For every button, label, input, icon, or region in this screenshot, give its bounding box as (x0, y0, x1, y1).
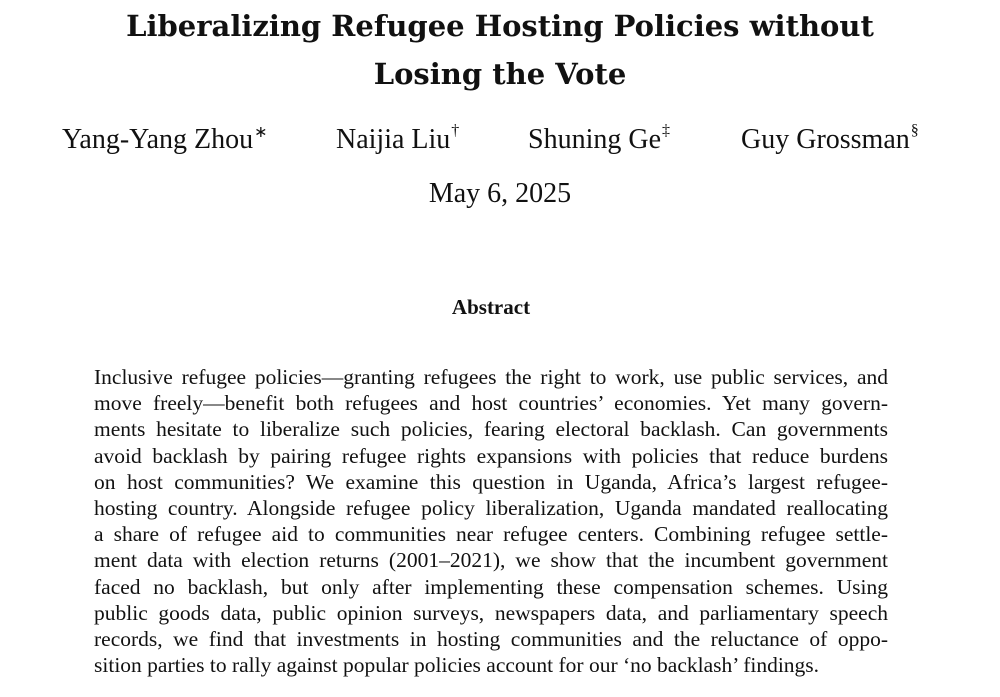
author-list (0, 124, 1000, 164)
abstract-body (94, 364, 888, 678)
abstract-line: avoid backlash by pairing refugee rights expansions with policies that reduce burdens (94, 443, 888, 468)
title-line-2: Losing the Vote (373, 57, 627, 91)
author-footnote-mark[interactable]: ‡ (662, 122, 670, 139)
abstract-line: records, we find that investments in hosting communities and the reluctance of oppo- (94, 627, 888, 652)
abstract-line: a share of refugee aid to communities near refugee centers. Combining refugee settle- (94, 522, 888, 547)
author-name: Naijia Liu (336, 124, 451, 155)
author-footnote-mark[interactable]: † (451, 122, 460, 139)
author-ge (528, 124, 670, 156)
author-name: Yang-Yang Zhou (62, 124, 254, 155)
author-name: Shuning Ge (528, 124, 661, 155)
author-zhou (62, 124, 268, 156)
abstract-line: public goods data, public opinion surveys, newspapers data, and parliamentary speech (94, 600, 888, 625)
abstract-line: hosting country. Alongside refugee policy liberalization, Uganda mandated reallocating (94, 496, 888, 521)
author-name: Guy Grossman (741, 124, 910, 155)
paper-title (0, 2, 1000, 98)
abstract-line: sition parties to rally against popular policies account for our ‘no backlash’ findings. (94, 653, 820, 678)
author-footnote-mark[interactable]: § (910, 122, 919, 139)
abstract-line: move freely—benefit both refugees and host countries’ economies. Yet many govern- (94, 391, 888, 416)
abstract-line: ment data with election returns (2001–2021), we show that the incumbent government (94, 548, 888, 573)
abstract-heading: Abstract (451, 295, 531, 319)
abstract-line: on host communities? We examine this question in Uganda, Africa’s largest refugee- (94, 469, 888, 494)
title-line-1: Liberalizing Refugee Hosting Policies without (126, 9, 874, 43)
author-footnote-mark[interactable]: ∗ (254, 124, 268, 141)
publication-date: May 6, 2025 (428, 178, 572, 209)
abstract-line: faced no backlash, but only after implementing these compensation schemes. Using (94, 574, 888, 599)
abstract-line: ments hesitate to liberalize such policies, fearing electoral backlash. Can governments (94, 417, 888, 442)
author-liu (336, 124, 459, 156)
abstract-line: Inclusive refugee policies—granting refugees the right to work, use public services, and (94, 365, 888, 389)
author-grossman (741, 124, 919, 156)
